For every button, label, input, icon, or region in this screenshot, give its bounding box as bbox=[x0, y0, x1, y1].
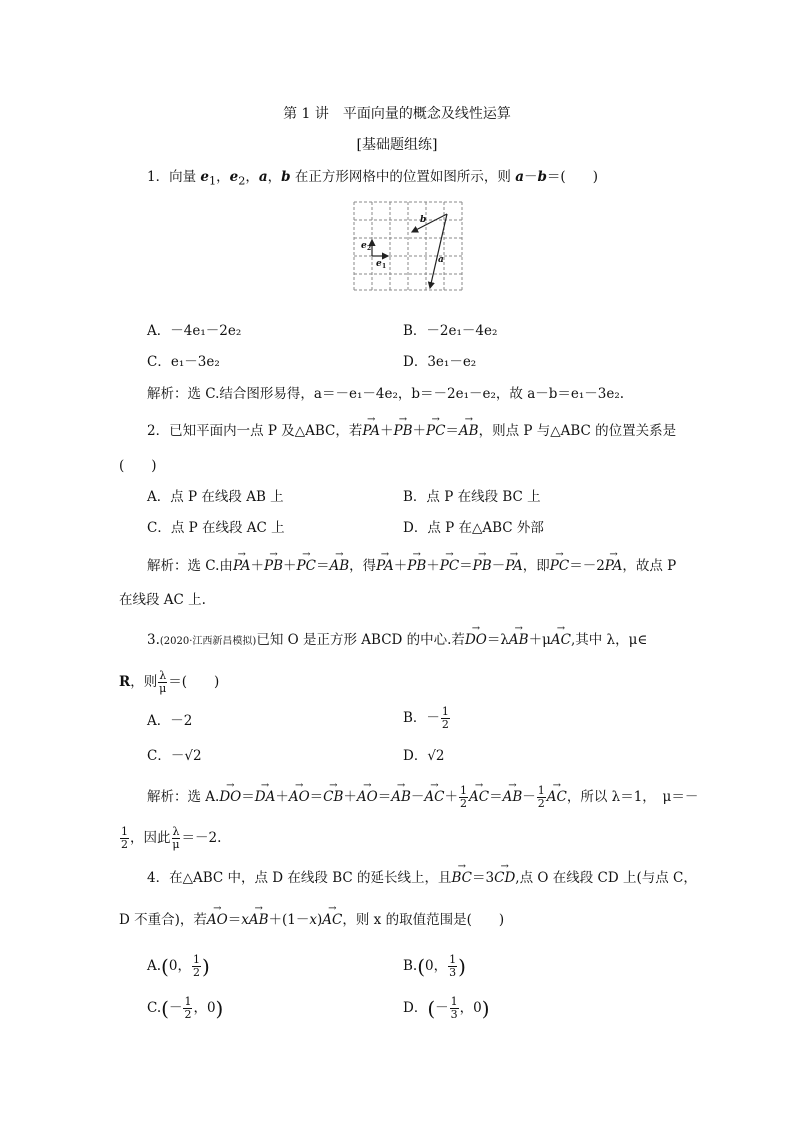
q4-option-a: A.(0， $\frac{1}{2}$ ) bbox=[147, 953, 210, 979]
q2-stem-line2: ( ) bbox=[119, 458, 157, 474]
q4-stem-line2: D 不重合)，若→ AO＝x→ AB＋(1－x)→ AC，则 x 的取值范围是( ) bbox=[119, 910, 504, 930]
q3-stem-line1: 3.(2020·江西新昌模拟)已知 O 是正方形 ABCD 的中心.若→ DO＝λ→ AB＋μ→ AC,其中 λ，μ∈ bbox=[147, 630, 647, 652]
q1-option-a: A．－4e₁－2e₂ bbox=[147, 323, 242, 339]
q2-solution-line1: 解析：选 C.由→ PA＋→ PB＋→ PC＝→ AB，得→ PA＋→ PB＋→ PC＝→ PB－→ PA，即→ PC＝－2→ PA，故点 P bbox=[147, 556, 676, 576]
q4-option-b: B.(0， $\frac{1}{3}$ ) bbox=[403, 953, 466, 979]
svg-text:2: 2 bbox=[367, 245, 372, 252]
q3-solution-line1: 解析：选 A.→ DO＝→ DA＋→ AO＝→ CB＋→ AO＝→ AB－→ AC＋ $\frac{1}{2}$ → AC＝→ AB－ $\frac{1}{2}$ → AC，所以 λ＝1， μ＝－ bbox=[147, 785, 698, 810]
q1-stem: 1．向量 $e_1$，$e_2$，a，b 在正方形网格中的位置如图所示，则 a－b＝( ) bbox=[147, 169, 598, 188]
grid-svg bbox=[350, 198, 466, 294]
q2-option-b: B．点 P 在线段 BC 上 bbox=[403, 489, 541, 505]
q1-option-d: D．3e₁－e₂ bbox=[403, 354, 477, 370]
q3-option-c: C．－√2 bbox=[147, 748, 202, 764]
section-subtitle: [基础题组练] bbox=[356, 137, 438, 153]
q3-stem-line2: R，则 $\frac{\lambda}{\mu}$ ＝( ) bbox=[119, 669, 220, 695]
q3-option-a: A．－2 bbox=[147, 713, 193, 729]
q2-option-a: A．点 P 在线段 AB 上 bbox=[147, 489, 284, 505]
label-e1: e bbox=[376, 259, 382, 269]
label-e2: e bbox=[361, 241, 367, 251]
q1-option-b: B．－2e₁－4e₂ bbox=[403, 323, 498, 339]
q4-option-c: C.(－ $\frac{1}{2}$ ，0) bbox=[147, 995, 224, 1021]
q2-solution-line2: 在线段 AC 上. bbox=[119, 592, 206, 608]
label-a: a bbox=[438, 255, 444, 265]
q3-source: (2020·江西新昌模拟) bbox=[159, 636, 257, 647]
q4-option-d: D．(－ $\frac{1}{3}$ ，0) bbox=[403, 995, 490, 1021]
page-title: 第 1 讲 平面向量的概念及线性运算 bbox=[283, 106, 511, 122]
q2-option-c: C．点 P 在线段 AC 上 bbox=[147, 520, 285, 536]
vector-grid-figure bbox=[350, 198, 466, 294]
q4-stem-line1: 4．在△ABC 中，点 D 在线段 BC 的延长线上，且→ BC＝3→ CD,点 O 在线段 CD 上(与点 C， bbox=[147, 868, 697, 888]
q3-option-b: B．－ $\frac{1}{2}$ bbox=[403, 705, 449, 731]
q1-option-c: C．e₁－3e₂ bbox=[147, 354, 220, 370]
q2-option-d: D．点 P 在△ABC 外部 bbox=[403, 520, 544, 536]
svg-text:1: 1 bbox=[382, 263, 387, 270]
q1-solution: 解析：选 C.结合图形易得，a＝－e₁－4e₂，b＝－2e₁－e₂，故 a－b＝e₁－3e₂. bbox=[147, 386, 625, 402]
q2-stem-line1: 2．已知平面内一点 P 及△ABC，若→ PA＋→ PB＋→ PC＝→ AB，则点 P 与△ABC 的位置关系是 bbox=[147, 421, 676, 441]
q3-option-d: D．√2 bbox=[403, 748, 445, 764]
label-b: b bbox=[420, 215, 427, 225]
q3-solution-line2: $\frac{1}{2}$ ，因此 $\frac{\lambda}{\mu}$ ＝－2. bbox=[121, 825, 222, 851]
